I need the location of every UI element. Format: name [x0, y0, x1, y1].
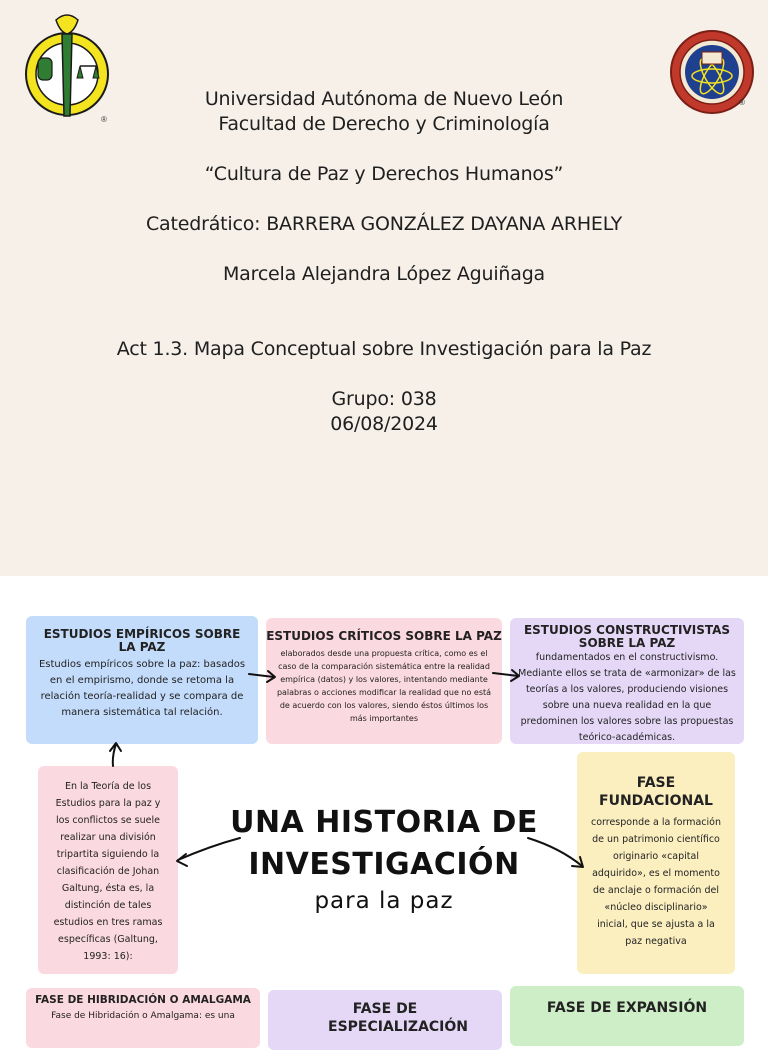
registered-mark: ®	[739, 98, 745, 107]
course-name: “Cultura de Paz y Derechos Humanos”	[204, 163, 564, 185]
box-title: FASE DE HIBRIDACIÓN O AMALGAMA	[35, 994, 251, 1006]
box-body: En la Teoría de los Estudios para la paz y los conflictos se suele realizar una división tripartita siguiendo la clasificación de Johan Galtung, ésta es, la distinción de tales estudios en tres ramas específicas (Galtung, 1993: 16):	[53, 781, 163, 962]
arrow-right-icon	[249, 671, 275, 682]
box-title: ESTUDIOS EMPÍRICOS SOBRE LA PAZ	[43, 627, 241, 654]
box-title: ESTUDIOS CONSTRUCTIVISTAS SOBRE LA PAZ	[523, 623, 731, 650]
activity-title: Act 1.3. Mapa Conceptual sobre Investigación para la Paz	[116, 338, 652, 360]
professor-name: Catedrático: BARRERA GONZÁLEZ DAYANA ARHELY	[145, 213, 623, 235]
faculty-name: Facultad de Derecho y Criminología	[218, 113, 550, 135]
connector-arrows	[0, 576, 768, 1024]
box-body: Fase de Hibridación o Amalgama: es una	[51, 1011, 235, 1021]
concept-map	[0, 576, 768, 1035]
box-body: elaborados desde una propuesta crítica, como es el caso de la comparación sistemática entre la realidad empírica (datos) y los valores, intentando mediante palabras o acciones modificar la realidad que no está de acuerdo con los valores, siendo éstos últimos los más importantes	[276, 649, 492, 723]
main-title-line-1: UNA HISTORIA DE	[230, 805, 538, 840]
box-title: FASE DE ESPECIALIZACIÓN	[328, 1001, 469, 1035]
student-name: Marcela Alejandra López Aguiñaga	[222, 263, 546, 285]
arrow-right-icon	[493, 670, 519, 681]
box-body: Estudios empíricos sobre la paz: basados en el empirismo, donde se retoma la relación teoría-realidad y se compara de manera sistemática tal relación.	[38, 659, 246, 718]
box-title: FASE FUNDACIONAL	[599, 775, 713, 809]
uanl-torch-logo	[22, 12, 112, 128]
box-body: corresponde a la formación de un patrimonio científico originario «capital adquirido», es el momento de anclaje o formación del «núcleo disciplinario» inicial, que se ajusta a la paz negativa	[590, 817, 721, 947]
main-subtitle: para la paz	[314, 888, 454, 914]
date: 06/08/2024	[330, 413, 438, 435]
registered-mark: ®	[101, 115, 107, 124]
group-number: Grupo: 038	[331, 388, 437, 410]
box-title: FASE DE EXPANSIÓN	[546, 1000, 708, 1016]
arrow-left-icon	[177, 838, 240, 866]
arrow-down-right-icon	[528, 838, 583, 867]
box-body: fundamentados en el constructivismo. Mediante ellos se trata de «armonizar» de las teorías a los valores, produciendo visiones sobre una nueva realidad en la que predominen los valores sobre las propuestas teórico-académicas.	[518, 652, 736, 743]
box-title: ESTUDIOS CRÍTICOS SOBRE LA PAZ	[266, 629, 502, 643]
main-title-line-2: INVESTIGACIÓN	[248, 847, 520, 882]
university-name: Universidad Autónoma de Nuevo León	[204, 88, 564, 110]
arrow-up-icon	[110, 743, 121, 766]
